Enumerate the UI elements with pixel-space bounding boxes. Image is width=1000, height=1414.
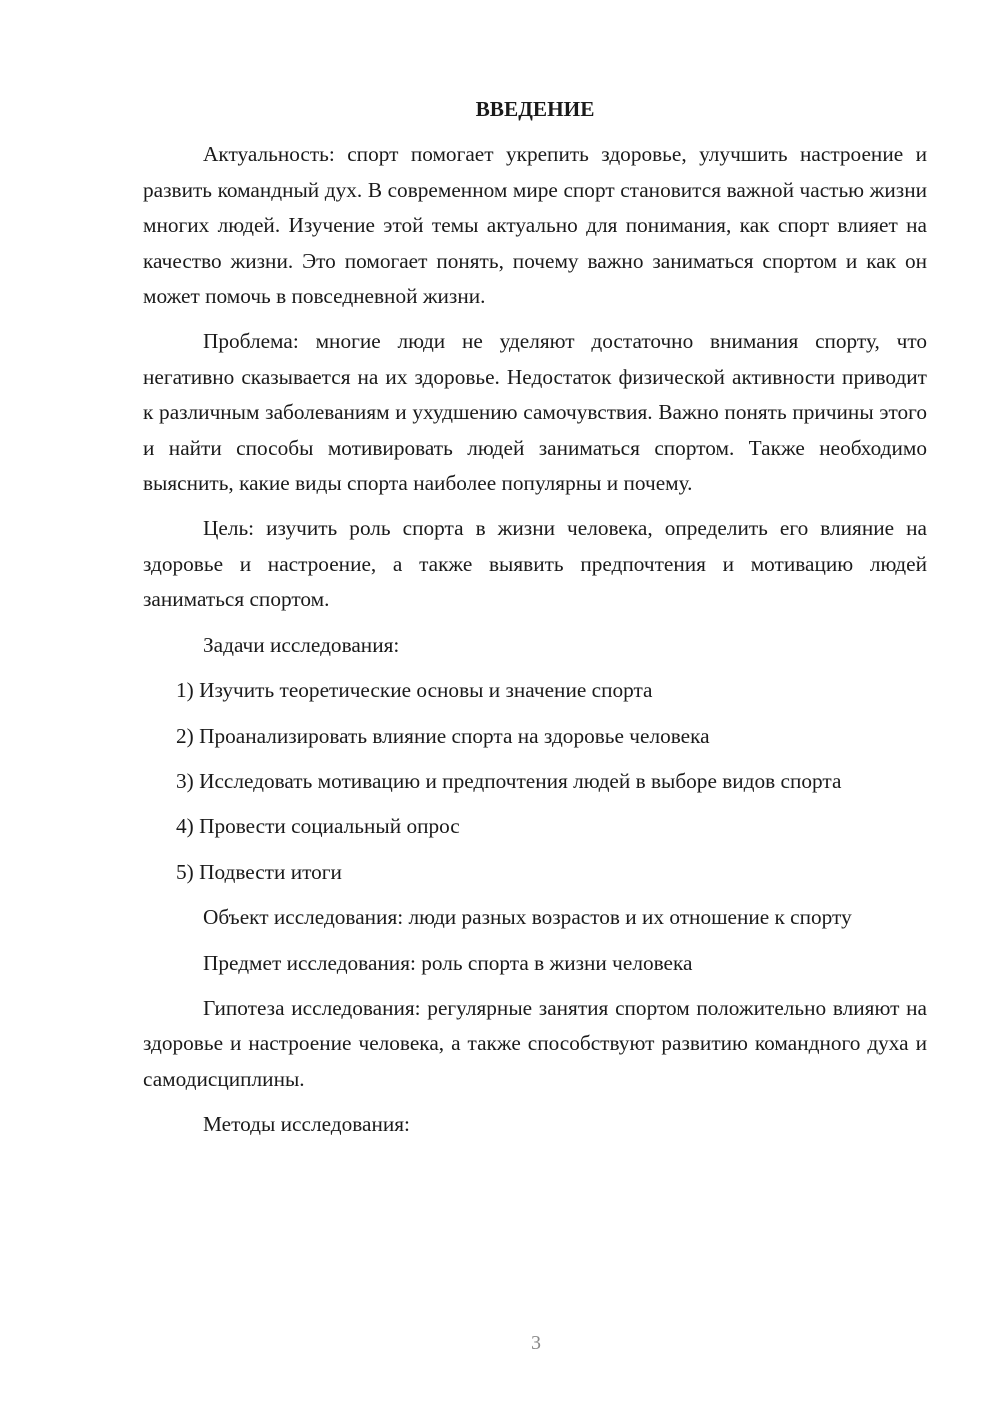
paragraph-subject: Предмет исследования: роль спорта в жизни человека	[203, 950, 693, 975]
list-item: 5) Подвести итоги	[176, 859, 342, 884]
section-heading: ВВЕДЕНИЕ	[475, 97, 595, 121]
page-content	[143, 92, 927, 1153]
paragraph-object: Объект исследования: люди разных возрастов и их отношение к спорту	[203, 905, 852, 930]
page-number: 3	[531, 1332, 541, 1354]
paragraph-relevance: Актуальность: спорт помогает укрепить здоровье, улучшить настроение и развить командный дух. В современном мире спорт становится важной частью жизни многих людей. Изучение этой темы актуально для понимания, как спорт влияет на качество жизни. Это помогает понять, почему важно заниматься спортом и как он может помочь в повседневной жизни.	[143, 142, 927, 309]
list-item: 2) Проанализировать влияние спорта на здоровье человека	[176, 723, 710, 748]
paragraph-hypothesis: Гипотеза исследования: регулярные занятия спортом положительно влияют на здоровье и настроение человека, а также способствуют развитию командного духа и самодисциплины.	[143, 995, 927, 1091]
paragraph-tasks-heading: Задачи исследования:	[203, 632, 400, 657]
list-item: 3) Исследовать мотивацию и предпочтения людей в выборе видов спорта	[176, 768, 842, 793]
paragraph-problem: Проблема: многие люди не уделяют достаточно внимания спорту, что негативно сказывается на их здоровье. Недостаток физической активности приводит к различным заболеваниям и ухудшению самочувствия. Важно понять причины этого и найти способы мотивировать людей заниматься спортом. Также необходимо выяснить, какие виды спорта наиболее популярны и почему.	[143, 329, 927, 496]
paragraph-methods: Методы исследования:	[203, 1112, 410, 1137]
list-item: 1) Изучить теоретические основы и значение спорта	[176, 678, 653, 703]
paragraph-goal: Цель: изучить роль спорта в жизни человека, определить его влияние на здоровье и настроение, а также выявить предпочтения и мотивацию людей заниматься спортом.	[143, 516, 927, 612]
list-item: 4) Провести социальный опрос	[176, 814, 460, 839]
